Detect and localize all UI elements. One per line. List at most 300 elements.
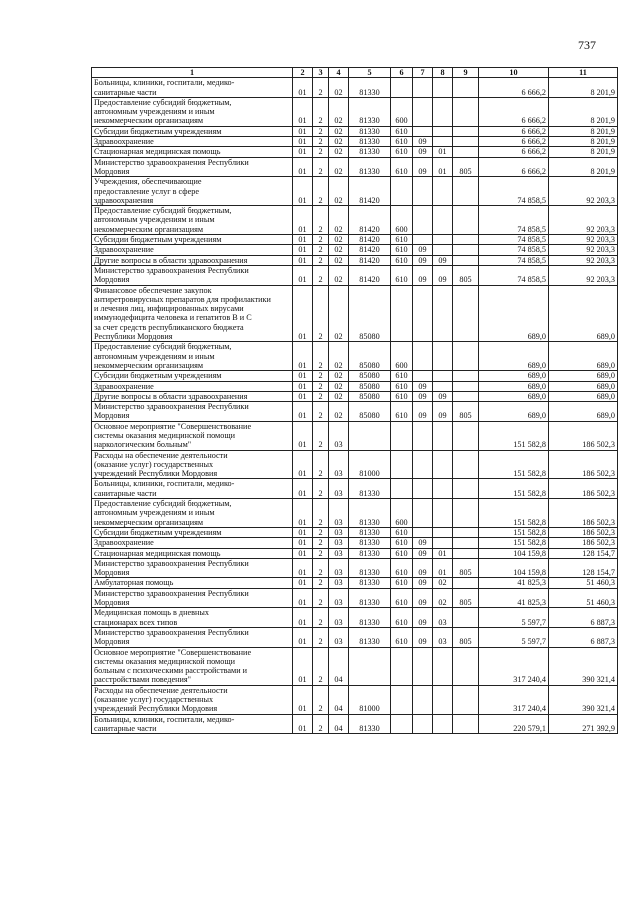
code-cell: 81420 [349, 206, 391, 235]
code-cell [391, 479, 413, 499]
code-cell: 610 [391, 137, 413, 147]
code-cell: 85080 [349, 285, 391, 342]
amount-cell: 41 825,3 [479, 578, 549, 588]
amount-cell: 5 597,7 [479, 608, 549, 628]
code-cell [453, 342, 479, 371]
column-header: 5 [349, 68, 391, 78]
row-label: Предоставление субсидий бюджетным, автономным учреждениям и иным некоммерческим организациям [92, 499, 293, 528]
code-cell: 02 [329, 285, 349, 342]
row-label: Министерство здравоохранения Республики Мордовия [92, 558, 293, 578]
code-cell: 81330 [349, 627, 391, 647]
code-cell: 81330 [349, 527, 391, 537]
code-cell: 81330 [349, 97, 391, 126]
row-label: Предоставление субсидий бюджетным, автономным учреждениям и иным некоммерческим организациям [92, 206, 293, 235]
code-cell: 2 [313, 255, 329, 265]
code-cell: 2 [313, 285, 329, 342]
code-cell: 01 [293, 538, 313, 548]
column-header: 4 [329, 68, 349, 78]
table-header-row [92, 68, 618, 78]
code-cell: 01 [293, 402, 313, 422]
table-row [92, 157, 618, 177]
code-cell [453, 450, 479, 479]
code-cell: 81330 [349, 578, 391, 588]
row-label: Основное мероприятие "Совершенствование системы оказания медицинской помощи больным с психическими расстройствами и расстройствами поведения" [92, 647, 293, 685]
code-cell: 610 [391, 608, 413, 628]
amount-cell: 186 502,3 [549, 527, 618, 537]
amount-cell: 74 858,5 [479, 245, 549, 255]
amount-cell: 689,0 [479, 285, 549, 342]
code-cell [391, 714, 413, 734]
table-body [92, 78, 618, 734]
row-label: Предоставление субсидий бюджетным, автономным учреждениям и иным некоммерческим организациям [92, 97, 293, 126]
code-cell: 81420 [349, 177, 391, 206]
amount-cell: 151 582,8 [479, 450, 549, 479]
code-cell: 81420 [349, 235, 391, 245]
code-cell: 85080 [349, 391, 391, 401]
row-label: Субсидии бюджетным учреждениям [92, 527, 293, 537]
amount-cell: 6 666,2 [479, 97, 549, 126]
code-cell: 01 [293, 371, 313, 381]
code-cell: 01 [293, 235, 313, 245]
code-cell: 2 [313, 235, 329, 245]
amount-cell: 689,0 [479, 391, 549, 401]
code-cell: 81330 [349, 558, 391, 578]
code-cell [413, 371, 433, 381]
amount-cell: 74 858,5 [479, 255, 549, 265]
code-cell: 600 [391, 342, 413, 371]
code-cell: 01 [293, 548, 313, 558]
amount-cell: 689,0 [549, 342, 618, 371]
row-label: Субсидии бюджетным учреждениям [92, 371, 293, 381]
code-cell [453, 255, 479, 265]
code-cell: 2 [313, 578, 329, 588]
code-cell: 01 [293, 342, 313, 371]
code-cell: 04 [329, 647, 349, 685]
table-row [92, 265, 618, 285]
amount-cell: 6 666,2 [479, 137, 549, 147]
code-cell [453, 578, 479, 588]
row-label: Стационарная медицинская помощь [92, 147, 293, 157]
amount-cell: 6 666,2 [479, 78, 549, 98]
code-cell [391, 78, 413, 98]
amount-cell: 689,0 [479, 381, 549, 391]
amount-cell: 8 201,9 [549, 97, 618, 126]
column-header: 11 [549, 68, 618, 78]
row-label: Министерство здравоохранения Республики Мордовия [92, 627, 293, 647]
code-cell [413, 527, 433, 537]
code-cell: 610 [391, 265, 413, 285]
code-cell: 2 [313, 479, 329, 499]
code-cell: 03 [329, 588, 349, 608]
code-cell [433, 450, 453, 479]
code-cell: 01 [293, 137, 313, 147]
code-cell: 2 [313, 371, 329, 381]
amount-cell: 92 203,3 [549, 177, 618, 206]
code-cell: 01 [293, 588, 313, 608]
row-label: Основное мероприятие "Совершенствование системы оказания медицинской помощи наркологическим больным" [92, 421, 293, 450]
code-cell: 03 [433, 627, 453, 647]
code-cell: 02 [329, 381, 349, 391]
code-cell: 09 [413, 137, 433, 147]
code-cell [453, 285, 479, 342]
row-label: Стационарная медицинская помощь [92, 548, 293, 558]
code-cell: 2 [313, 548, 329, 558]
code-cell: 2 [313, 499, 329, 528]
amount-cell: 186 502,3 [549, 450, 618, 479]
code-cell: 610 [391, 245, 413, 255]
code-cell: 01 [433, 157, 453, 177]
code-cell: 2 [313, 97, 329, 126]
code-cell [433, 647, 453, 685]
code-cell [453, 97, 479, 126]
code-cell: 01 [293, 608, 313, 628]
code-cell: 02 [433, 588, 453, 608]
code-cell [413, 421, 433, 450]
table-row [92, 97, 618, 126]
code-cell: 09 [413, 245, 433, 255]
code-cell: 81420 [349, 255, 391, 265]
code-cell [453, 391, 479, 401]
amount-cell: 390 321,4 [549, 685, 618, 714]
code-cell: 81330 [349, 538, 391, 548]
code-cell: 805 [453, 402, 479, 422]
code-cell: 02 [329, 137, 349, 147]
code-cell: 03 [329, 627, 349, 647]
code-cell: 2 [313, 157, 329, 177]
code-cell: 09 [413, 265, 433, 285]
code-cell: 03 [329, 450, 349, 479]
table-row [92, 391, 618, 401]
code-cell: 81330 [349, 588, 391, 608]
table-row [92, 608, 618, 628]
code-cell [391, 450, 413, 479]
code-cell: 610 [391, 402, 413, 422]
row-label: Министерство здравоохранения Республики Мордовия [92, 157, 293, 177]
code-cell: 85080 [349, 371, 391, 381]
code-cell: 09 [413, 578, 433, 588]
code-cell: 2 [313, 558, 329, 578]
code-cell: 2 [313, 381, 329, 391]
code-cell: 01 [293, 391, 313, 401]
code-cell: 81330 [349, 137, 391, 147]
code-cell: 2 [313, 245, 329, 255]
amount-cell: 128 154,7 [549, 558, 618, 578]
table-row [92, 578, 618, 588]
code-cell: 2 [313, 527, 329, 537]
code-cell: 09 [433, 391, 453, 401]
code-cell [413, 450, 433, 479]
code-cell: 03 [329, 479, 349, 499]
table-row [92, 499, 618, 528]
row-label: Субсидии бюджетным учреждениям [92, 126, 293, 136]
amount-cell: 74 858,5 [479, 235, 549, 245]
code-cell: 2 [313, 714, 329, 734]
code-cell: 610 [391, 391, 413, 401]
table-row [92, 685, 618, 714]
table-row [92, 126, 618, 136]
amount-cell: 92 203,3 [549, 265, 618, 285]
code-cell: 610 [391, 371, 413, 381]
row-label: Здравоохранение [92, 137, 293, 147]
table-row [92, 527, 618, 537]
code-cell: 09 [413, 627, 433, 647]
code-cell [453, 245, 479, 255]
amount-cell: 186 502,3 [549, 499, 618, 528]
code-cell: 09 [413, 147, 433, 157]
code-cell: 01 [293, 78, 313, 98]
code-cell: 01 [433, 548, 453, 558]
code-cell: 01 [293, 285, 313, 342]
code-cell [349, 647, 391, 685]
amount-cell: 92 203,3 [549, 245, 618, 255]
code-cell: 01 [293, 421, 313, 450]
code-cell: 600 [391, 97, 413, 126]
code-cell: 09 [413, 255, 433, 265]
code-cell [453, 381, 479, 391]
code-cell: 01 [293, 714, 313, 734]
table-row [92, 588, 618, 608]
code-cell: 85080 [349, 402, 391, 422]
amount-cell: 220 579,1 [479, 714, 549, 734]
amount-cell: 151 582,8 [479, 538, 549, 548]
code-cell: 09 [413, 391, 433, 401]
code-cell: 610 [391, 538, 413, 548]
row-label: Амбулаторная помощь [92, 578, 293, 588]
amount-cell: 689,0 [479, 402, 549, 422]
code-cell: 01 [433, 147, 453, 157]
code-cell: 81000 [349, 685, 391, 714]
code-cell: 02 [329, 371, 349, 381]
row-label: Другие вопросы в области здравоохранения [92, 255, 293, 265]
table-row [92, 479, 618, 499]
code-cell: 2 [313, 421, 329, 450]
code-cell: 600 [391, 499, 413, 528]
code-cell [413, 685, 433, 714]
row-label: Здравоохранение [92, 381, 293, 391]
code-cell: 09 [413, 558, 433, 578]
table-row [92, 647, 618, 685]
table-row [92, 714, 618, 734]
amount-cell: 317 240,4 [479, 647, 549, 685]
code-cell: 02 [329, 206, 349, 235]
code-cell [433, 381, 453, 391]
amount-cell: 51 460,3 [549, 588, 618, 608]
code-cell: 03 [329, 608, 349, 628]
code-cell: 02 [329, 157, 349, 177]
table-row [92, 402, 618, 422]
code-cell [391, 685, 413, 714]
table-row [92, 245, 618, 255]
code-cell: 610 [391, 147, 413, 157]
row-label: Больницы, клиники, госпитали, медико- санитарные части [92, 78, 293, 98]
code-cell: 610 [391, 558, 413, 578]
code-cell: 81000 [349, 450, 391, 479]
code-cell: 04 [329, 685, 349, 714]
code-cell: 01 [433, 558, 453, 578]
code-cell: 2 [313, 78, 329, 98]
row-label: Расходы на обеспечение деятельности (оказание услуг) государственных учреждений Республики Мордовия [92, 450, 293, 479]
amount-cell: 186 502,3 [549, 479, 618, 499]
amount-cell: 186 502,3 [549, 538, 618, 548]
code-cell: 02 [329, 255, 349, 265]
table-row [92, 421, 618, 450]
code-cell [453, 647, 479, 685]
code-cell [413, 499, 433, 528]
table-row [92, 147, 618, 157]
table-row [92, 381, 618, 391]
code-cell: 02 [329, 235, 349, 245]
code-cell: 2 [313, 538, 329, 548]
code-cell: 01 [293, 627, 313, 647]
code-cell: 02 [329, 342, 349, 371]
code-cell: 01 [293, 450, 313, 479]
code-cell: 805 [453, 265, 479, 285]
code-cell [453, 548, 479, 558]
code-cell: 2 [313, 450, 329, 479]
row-label: Предоставление субсидий бюджетным, автономным учреждениям и иным некоммерческим организациям [92, 342, 293, 371]
code-cell: 2 [313, 206, 329, 235]
code-cell [413, 78, 433, 98]
code-cell: 02 [329, 402, 349, 422]
code-cell [433, 235, 453, 245]
code-cell: 805 [453, 627, 479, 647]
amount-cell: 8 201,9 [549, 157, 618, 177]
row-label: Здравоохранение [92, 245, 293, 255]
amount-cell: 104 159,8 [479, 558, 549, 578]
code-cell: 81330 [349, 126, 391, 136]
code-cell: 81420 [349, 245, 391, 255]
row-label: Министерство здравоохранения Республики Мордовия [92, 588, 293, 608]
amount-cell: 317 240,4 [479, 685, 549, 714]
code-cell: 2 [313, 391, 329, 401]
code-cell [413, 235, 433, 245]
code-cell [413, 126, 433, 136]
amount-cell: 8 201,9 [549, 78, 618, 98]
code-cell: 01 [293, 578, 313, 588]
budget-table [91, 67, 618, 734]
code-cell [453, 206, 479, 235]
code-cell [413, 97, 433, 126]
code-cell [433, 527, 453, 537]
code-cell [453, 78, 479, 98]
code-cell: 2 [313, 126, 329, 136]
column-header: 10 [479, 68, 549, 78]
code-cell: 03 [329, 548, 349, 558]
code-cell [453, 608, 479, 628]
amount-cell: 689,0 [549, 381, 618, 391]
row-label: Расходы на обеспечение деятельности (оказание услуг) государственных учреждений Республики Мордовия [92, 685, 293, 714]
code-cell [433, 285, 453, 342]
column-header: 7 [413, 68, 433, 78]
code-cell [453, 479, 479, 499]
amount-cell: 689,0 [479, 371, 549, 381]
code-cell [433, 421, 453, 450]
code-cell: 02 [329, 245, 349, 255]
amount-cell: 128 154,7 [549, 548, 618, 558]
amount-cell: 8 201,9 [549, 147, 618, 157]
code-cell: 01 [293, 527, 313, 537]
code-cell: 01 [293, 647, 313, 685]
table-row [92, 206, 618, 235]
code-cell: 2 [313, 685, 329, 714]
row-label: Больницы, клиники, госпитали, медико- санитарные части [92, 479, 293, 499]
column-header: 1 [92, 68, 293, 78]
code-cell: 81330 [349, 499, 391, 528]
table-row [92, 548, 618, 558]
code-cell: 09 [413, 548, 433, 558]
code-cell: 610 [391, 255, 413, 265]
code-cell [433, 126, 453, 136]
code-cell [433, 78, 453, 98]
table-row [92, 285, 618, 342]
code-cell [433, 245, 453, 255]
amount-cell: 6 666,2 [479, 157, 549, 177]
code-cell: 600 [391, 206, 413, 235]
code-cell: 81330 [349, 157, 391, 177]
code-cell [453, 538, 479, 548]
column-header: 6 [391, 68, 413, 78]
code-cell: 2 [313, 342, 329, 371]
code-cell: 805 [453, 558, 479, 578]
code-cell: 01 [293, 157, 313, 177]
code-cell: 09 [433, 255, 453, 265]
amount-cell: 51 460,3 [549, 578, 618, 588]
code-cell: 01 [293, 126, 313, 136]
code-cell [453, 421, 479, 450]
code-cell [433, 97, 453, 126]
code-cell: 2 [313, 137, 329, 147]
column-header: 8 [433, 68, 453, 78]
code-cell: 01 [293, 177, 313, 206]
code-cell: 610 [391, 381, 413, 391]
row-label: Больницы, клиники, госпитали, медико- санитарные части [92, 714, 293, 734]
code-cell [433, 479, 453, 499]
code-cell: 85080 [349, 342, 391, 371]
amount-cell: 689,0 [549, 402, 618, 422]
amount-cell: 6 887,3 [549, 608, 618, 628]
row-label: Здравоохранение [92, 538, 293, 548]
code-cell [453, 126, 479, 136]
code-cell [391, 177, 413, 206]
code-cell: 2 [313, 647, 329, 685]
table-row [92, 371, 618, 381]
code-cell: 09 [413, 538, 433, 548]
row-label: Министерство здравоохранения Республики Мордовия [92, 265, 293, 285]
amount-cell: 271 392,9 [549, 714, 618, 734]
code-cell: 81330 [349, 147, 391, 157]
code-cell: 01 [293, 381, 313, 391]
code-cell: 2 [313, 147, 329, 157]
row-label: Учреждения, обеспечивающие предоставление услуг в сфере здравоохранения [92, 177, 293, 206]
code-cell: 610 [391, 588, 413, 608]
code-cell: 01 [293, 265, 313, 285]
table-row [92, 137, 618, 147]
code-cell [453, 235, 479, 245]
amount-cell: 151 582,8 [479, 527, 549, 537]
code-cell: 02 [329, 265, 349, 285]
code-cell: 2 [313, 627, 329, 647]
code-cell: 03 [329, 558, 349, 578]
code-cell: 03 [329, 578, 349, 588]
code-cell: 02 [329, 126, 349, 136]
amount-cell: 151 582,8 [479, 421, 549, 450]
column-header: 2 [293, 68, 313, 78]
code-cell [413, 177, 433, 206]
code-cell [453, 499, 479, 528]
table-row [92, 78, 618, 98]
amount-cell: 74 858,5 [479, 206, 549, 235]
code-cell [413, 342, 433, 371]
